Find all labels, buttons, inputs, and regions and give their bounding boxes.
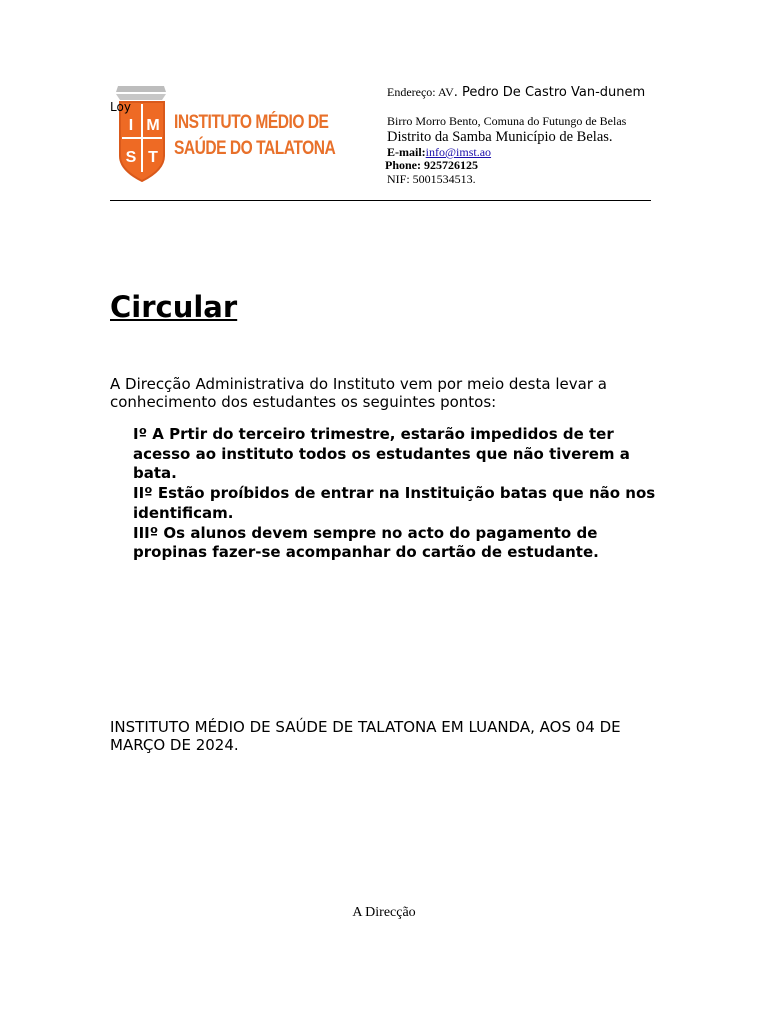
header-divider: [110, 200, 651, 201]
logo-letter-s: S: [125, 149, 137, 166]
point-item-1: Iº A Prtir do terceiro trimestre, estarão impedidos de ter acesso ao instituto todos os estudantes que não tiverem a bata.: [133, 425, 630, 483]
logo-title-line1: INSTITUTO MÉDIO DE: [174, 112, 329, 133]
loy-text: Loy: [110, 100, 131, 114]
address-line-2: Birro Morro Bento, Comuna do Futungo de Belas: [387, 114, 627, 128]
point-item-2: IIº Estão proíbidos de entrar na Instituição batas que não nos identificam.: [133, 484, 656, 522]
logo-letter-t: T: [148, 149, 158, 166]
address-line-1: [387, 85, 645, 100]
signature: A Direcção: [352, 905, 416, 920]
address-street: . Pedro De Castro Van-dunem: [453, 85, 646, 100]
email-link[interactable]: info@imst.ao: [425, 145, 492, 159]
logo-letter-m: M: [146, 117, 160, 134]
closing-statement: INSTITUTO MÉDIO DE SAÚDE DE TALATONA EM LUANDA, AOS 04 DE MARÇO DE 2024.: [110, 718, 621, 754]
logo-letter-i: I: [128, 117, 134, 134]
email-label: E-mail:: [387, 145, 426, 159]
points-list: [133, 425, 673, 563]
phone-line: Phone: 925726125: [385, 158, 478, 172]
document-title: Circular: [110, 290, 238, 324]
nif-line: NIF: 5001534513.: [387, 172, 476, 186]
logo-title-line2: SAÚDE DO TALATONA: [174, 138, 336, 159]
logo-title: [174, 110, 336, 162]
intro-paragraph: A Direcção Administrativa do Instituto vem por meio desta levar a conhecimento dos estudantes os seguintes pontos:: [110, 375, 607, 411]
point-item-3: IIIº Os alunos devem sempre no acto do pagamento de propinas fazer-se acompanhar do cartão de estudante.: [133, 523, 599, 562]
address-prefix: Endereço: AV: [387, 85, 454, 99]
address-line-3: Distrito da Samba Município de Belas.: [387, 129, 613, 145]
